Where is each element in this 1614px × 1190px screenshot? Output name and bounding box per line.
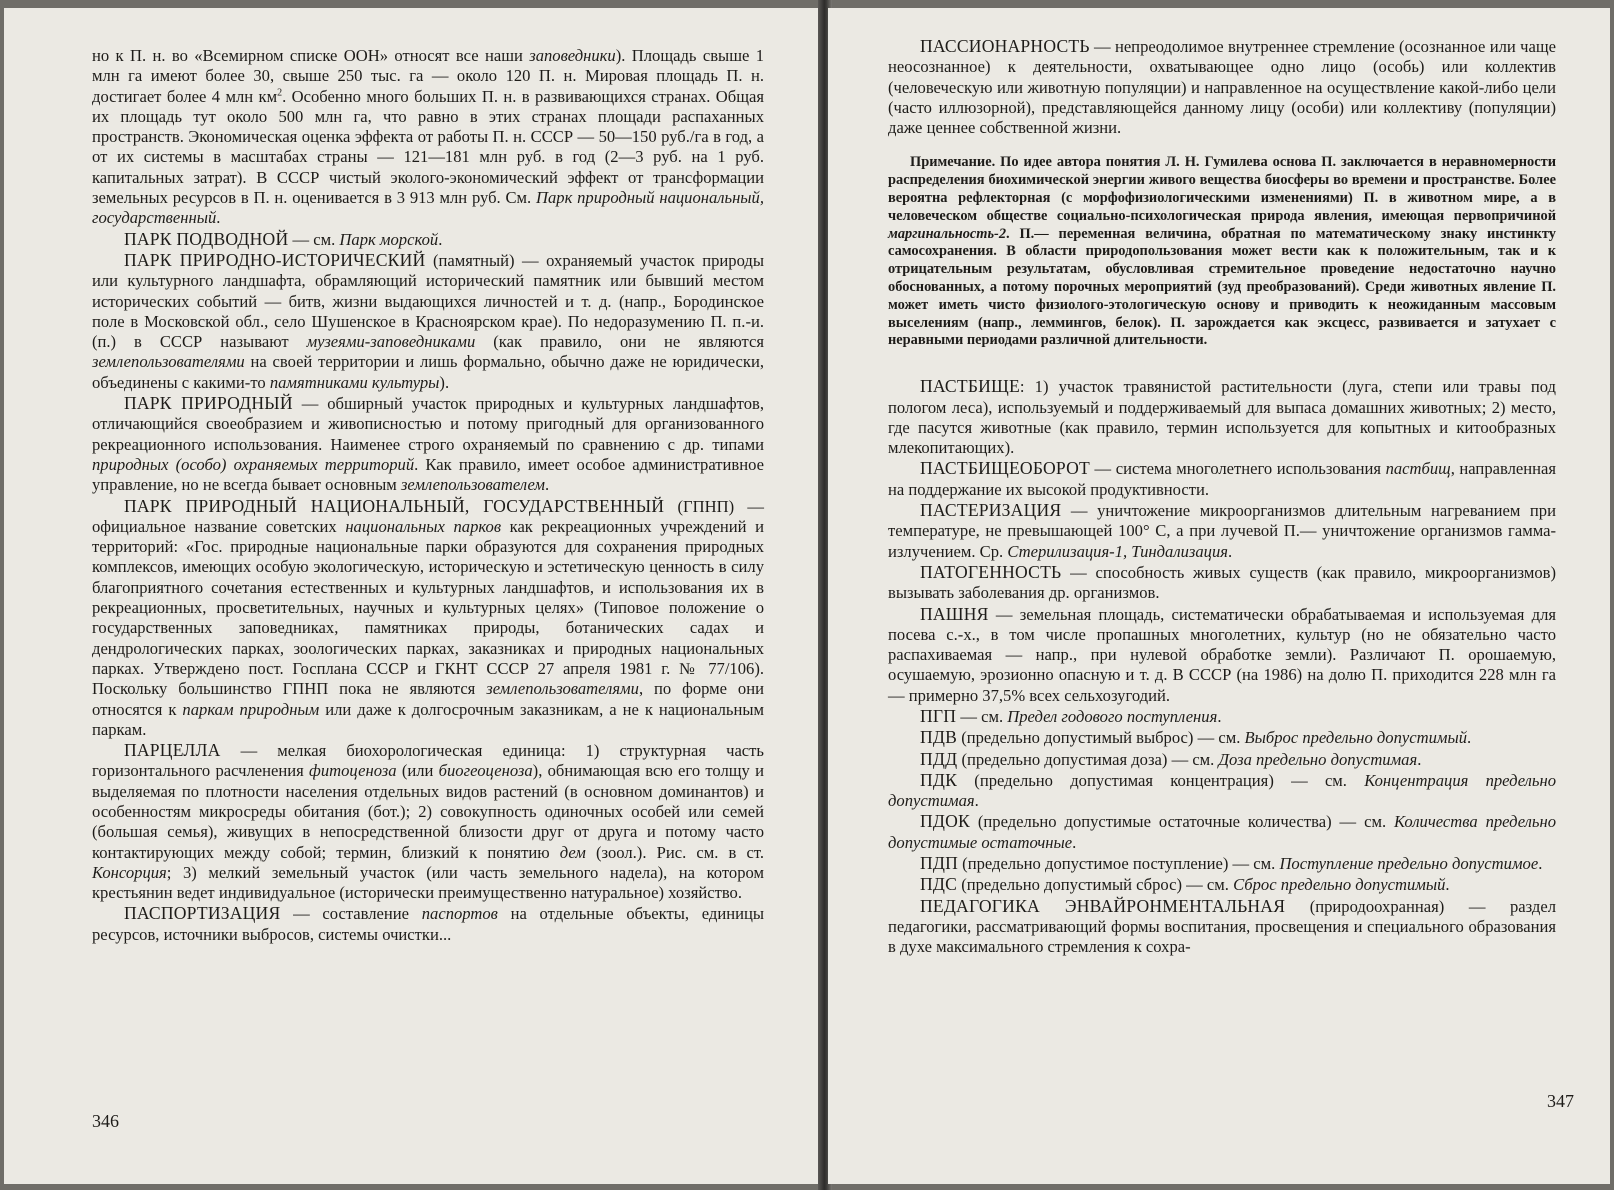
cross-reference: Сброс предельно допустимый	[1233, 875, 1446, 895]
entry-text: .	[1217, 707, 1222, 726]
entry-text: ; 3) мелкий земельный участок (или часть земельного надела), на котором крестьянин ведет индивидуальное (исторически преимущественно натуральное) хозяйство.	[92, 862, 764, 903]
entry-text: . П.— переменная величина, обратная по математическому знаку инстинкту самосохранения. В области природопользования может вести как к положительным, так и к отрицательным результатам, обусловливая стремительное проведение недостаточно научно обоснованных, а потому порочных мероприятий (зуд преобразований). Среди животных явление П. может иметь чисто физиолого-этологическую основу и приводить к неожиданным массовым выселениям (напр., леммингов, белок). П. зарождается как эксцесс, развивается и затухает с неравными периодами различной длительности.	[888, 225, 1556, 349]
entry-term: ПДП	[920, 853, 959, 874]
entry-text: (зоол.). Рис. см. в ст.	[585, 842, 764, 862]
entry-text: — см.	[956, 707, 1008, 726]
entry-text: — способность живых существ (как правило, микроорганизмов) вызывать заболевания др. организмов.	[888, 562, 1556, 603]
dictionary-entry	[92, 903, 764, 945]
note-block	[888, 154, 1556, 350]
entry-term: ПАССИОНАРНОСТЬ	[920, 36, 1090, 56]
cross-reference: землепользователем	[400, 475, 546, 495]
dictionary-entry	[888, 853, 1556, 874]
entry-text: .	[1417, 749, 1422, 769]
entry-text: ).	[439, 372, 450, 392]
dictionary-entry	[888, 749, 1556, 770]
dictionary-entry	[888, 604, 1556, 706]
left-page-text	[92, 46, 764, 945]
entry-term: ПАРЦЕЛЛА	[124, 740, 221, 761]
entry-text: .	[438, 229, 443, 249]
entry-text: (или	[396, 761, 439, 781]
cross-reference: землепользователями	[92, 352, 245, 372]
entry-text: (как правило, они не являются	[475, 332, 764, 352]
entry-term: ПДВ	[920, 727, 958, 748]
page-number-right: 347	[1547, 1091, 1574, 1111]
entry-text: .	[1467, 728, 1472, 748]
cross-reference: Консорция	[92, 862, 167, 882]
entry-text: на своей территории и лишь формально, обычно даже не юридически, объединены с какими-то	[92, 352, 764, 392]
cross-reference: Доза предельно допустимая	[1218, 749, 1418, 769]
entry-text: . Как правило, имеет особое административное управление, но не всегда бывает основным	[92, 454, 764, 495]
cross-reference: национальных парков	[345, 516, 502, 536]
entry-text: . Особенно много больших П. н. в развивающихся странах. Общая их площадь тут около 500 млн га, что равно в этих странах площади распаханных пространств. Экономическая оценка эффекта от работы П. н. СССР — 50—150 руб./га в год, а от их системы в масштабах страны — 121—181 млн руб. в год (2—3 руб. на 1 руб. капитальных затрат). В СССР чистый эколого-экономический эффект от трансформации земельных ресурсов в П. н. оценивается в 3 913 млн руб. См.	[92, 86, 765, 208]
dictionary-entry	[888, 896, 1556, 958]
entry-text: как рекреационных учреждений и территорий: «Гос. природные национальные парки образуются для сохранения природных комплексов, имеющих особую экологическую, историческую и эстетическую ценность в силу благоприятного сочетания естественных и культурных ландшафтов, и использования их в рекреационных, просветительных, научных и культурных целях» (Типовое положение о государственных заповедниках, памятниках природы, ботанических садах и дендрологических парках, зоологических парках, заказниках и природных национальных парках. Утверждено пост. Госплана СССР и ГКНТ СССР 27 апреля 1981 г. № 77/106). Поскольку большинство ГПНП пока не являются	[92, 516, 764, 699]
entry-text: — составление	[280, 904, 422, 924]
entry-term: ПАРК ПРИРОДНО-ИСТОРИЧЕСКИЙ	[124, 249, 426, 270]
cross-reference: дем	[559, 842, 586, 862]
entry-term: ПАСТЕРИЗАЦИЯ	[920, 500, 1062, 521]
cross-reference: Парк природный национальный, государственный	[92, 188, 764, 228]
entry-text: — уничтожение микроорганизмов длительным нагреванием при температуре, не превышающей 100° С, а при лучевой П.— уничтожение организмов гамма-излучением. Ср.	[888, 501, 1556, 561]
dictionary-entry	[92, 46, 764, 229]
entry-term: ПАСПОРТИЗАЦИЯ	[124, 903, 281, 924]
entry-term: ПДС	[920, 874, 958, 895]
cross-reference: музеями-заповедниками	[306, 332, 476, 352]
entry-text: — мелкая биохорологическая единица: 1) структурная часть горизонтального расчленения	[92, 741, 764, 781]
cross-reference: землепользователями	[486, 679, 639, 699]
entry-term: ПАСТБИЩЕ	[920, 376, 1020, 397]
entry-term: ПАСТБИЩЕОБОРОТ	[920, 458, 1090, 479]
entry-term: ПГП	[920, 706, 957, 726]
entry-text: ), обнимающая всю его толщу и выделяемая по плотности населения отдельных видов растений (в основном доминантов) и особенностям микросреды обитания (бот.); 2) совокупность одиночных особей или семей (большая семья), живущих в непосредственной близости друг от друга и потому часто контактирующих между собой; термин, близкий к понятию	[92, 761, 764, 862]
cross-reference: природных (особо) охраняемых территорий	[92, 454, 415, 474]
entry-term: ПАРК ПРИРОДНЫЙ	[124, 393, 293, 414]
cross-reference: паспортов	[421, 904, 498, 924]
dictionary-entry	[888, 706, 1556, 727]
entry-text: .	[545, 475, 550, 495]
cross-reference: Поступление предельно допустимое	[1279, 854, 1539, 874]
dictionary-entry	[888, 154, 1556, 350]
entry-text: (памятный) — охраняемый участок природы или культурного ландшафта, обрамляющий исторический памятник или бывший местом исторических событий — битв, жизни выдающихся личностей и т. д. (напр., Бородинское поле в Московской обл., село Шушенское в Красноярском крае). По недоразумению П. п.-и. (п.) в СССР называют	[92, 250, 764, 352]
cross-reference: биогеоценоза	[438, 761, 533, 781]
dictionary-entry	[92, 250, 764, 393]
entry-text: , направленная на поддержание их высокой продуктивности.	[888, 459, 1556, 499]
cross-reference: памятниками культуры	[269, 372, 440, 392]
entry-text: .	[1445, 875, 1450, 895]
cross-reference: пастбищ	[1385, 459, 1451, 479]
entry-text: или даже к долгосрочным заказникам, а не к национальным паркам.	[92, 699, 764, 739]
cross-reference: Количества предельно допустимые остаточные	[888, 812, 1556, 852]
right-page-text	[888, 36, 1556, 958]
entry-text: .	[1072, 832, 1077, 852]
entry-text: .	[1538, 854, 1543, 874]
dictionary-entry	[888, 874, 1556, 895]
entry-text: — земельная площадь, систематически обрабатываемая и используемая для посева с.-х., в том числе пропашных многолетних, культур (но не обязательно часто распахиваемая — напр., при нулевой обработке земли). Различают П. орошаемую, осушаемую, эрозионно опасную и т. д. В СССР (на 1986) на долю П. приходится 228 млн га — примерно 37,5% всех сельхозугодий.	[888, 604, 1556, 705]
entry-text: (предельно допустимая доза) — см.	[957, 749, 1219, 769]
cross-reference: заповедники	[529, 46, 616, 65]
dictionary-entry	[888, 727, 1556, 748]
cross-reference: Парк морской	[339, 229, 439, 249]
cross-reference: Стерилизация-1, Тиндализация	[1007, 541, 1228, 561]
entry-term: ПАРК ПОДВОДНОЙ	[124, 228, 289, 249]
entry-text: .	[974, 791, 979, 811]
cross-reference: фитоценоза	[309, 761, 397, 781]
entry-text: ). Площадь свыше 1 млн га имеют более 30, свыше 250 тыс. га — около 120 П. н. Мировая площадь П. н. достигает более 4 млн км	[92, 46, 764, 106]
dictionary-entry	[888, 376, 1556, 458]
entry-term: ПДД	[920, 748, 958, 769]
entry-text: .	[216, 208, 221, 228]
entry-term: ПАРК ПРИРОДНЫЙ НАЦИОНАЛЬНЫЙ, ГОСУДАРСТВЕННЫЙ	[124, 495, 665, 516]
entry-text: (предельно допустимые остаточные количества) — см.	[969, 812, 1395, 832]
dictionary-entry	[888, 770, 1556, 812]
entry-term: ПЕДАГОГИКА ЭНВАЙРОНМЕНТАЛЬНАЯ	[920, 895, 1286, 916]
dictionary-entry	[888, 458, 1556, 500]
cross-reference: паркам природным	[182, 699, 320, 719]
entry-text: По идее автора понятия Л. Н. Гумилева основа П. заключается в неравномерности распределения биохимической энергии живого вещества биосферы во времени и пространстве. Более вероятна рефлекторная (с морфофизиологическими изменениями) П. в животном мире, а в человеческом обществе социально-психологическая природа явления, имеющая первопричиной	[888, 154, 1556, 224]
left-page	[4, 8, 822, 1184]
dictionary-entry	[888, 811, 1556, 853]
entry-term: ПДК	[920, 769, 958, 790]
entry-text: — обширный участок природных и культурных ландшафтов, отличающийся своеобразием и живописностью и потому пригодный для организованного рекреационного использования. Наименее строго охраняемый по сравнению с др. типами	[92, 394, 764, 454]
entry-text: на отдельные объекты, единицы ресурсов, источники выбросов, системы очистки...	[92, 904, 764, 944]
superscript: 2	[277, 87, 283, 99]
entry-text: , по форме они относятся к	[92, 679, 764, 719]
entry-text: (предельно допустимое поступление) — см.	[958, 854, 1280, 874]
cross-reference: Выброс предельно допустимый	[1244, 728, 1468, 748]
entry-text: (предельно допустимая концентрация) — см.	[957, 770, 1365, 790]
cross-reference: маргинальность-2	[888, 225, 1007, 242]
cross-reference: Предел годового поступления	[1007, 707, 1218, 726]
entry-text: — непреодолимое внутреннее стремление (осознанное или чаще неосознанное) к деятельности, охватывающее одно лицо (особь) или коллектив (человеческую или животную популяции) и направленное на осуществление какой-либо цели (часто иллюзорной), представляющейся данному лицу (особи) или коллективу (популяции) даже ценнее собственной жизни.	[888, 37, 1556, 138]
entry-term: ПДОК	[920, 811, 970, 832]
page-number-left: 346	[92, 1111, 119, 1131]
dictionary-entry	[92, 496, 764, 741]
entry-text: — см.	[288, 229, 340, 249]
entry-text: (предельно допустимый сброс) — см.	[957, 875, 1234, 895]
dictionary-entry	[92, 229, 764, 250]
entry-text: — система многолетнего использования	[1089, 459, 1386, 479]
dictionary-entry	[888, 36, 1556, 138]
dictionary-entry	[92, 740, 764, 903]
note-label: Примечание.	[910, 154, 996, 171]
entry-text: но к П. н. во «Всемирном списке ООН» относят все наши	[92, 46, 530, 65]
right-page	[828, 8, 1610, 1184]
cross-reference: Концентрация предельно допустимая	[888, 770, 1556, 811]
entry-text: .	[1227, 541, 1233, 561]
entry-text: (природоохранная) — раздел педагогики, рассматривающий формы воспитания, просвещения и специального образования в духе максимального стремления к сохра-	[888, 896, 1556, 957]
dictionary-entry	[92, 393, 764, 495]
entry-term: ПАШНЯ	[920, 603, 989, 624]
entry-text: (предельно допустимый выброс) — см.	[957, 728, 1245, 748]
entry-text: (ГПНП) — официальное название советских	[92, 496, 764, 536]
dictionary-entry	[888, 500, 1556, 562]
dictionary-entry	[888, 562, 1556, 604]
entry-term: ПАТОГЕННОСТЬ	[920, 561, 1062, 582]
entry-text: : 1) участок травянистой растительности (луга, степи или травы под пологом леса), используемый и поддерживаемый для выпаса домашних животных; 2) место, где пасутся животные (как правило, термин используется для копытных и китообразных млекопитающих).	[888, 377, 1556, 458]
